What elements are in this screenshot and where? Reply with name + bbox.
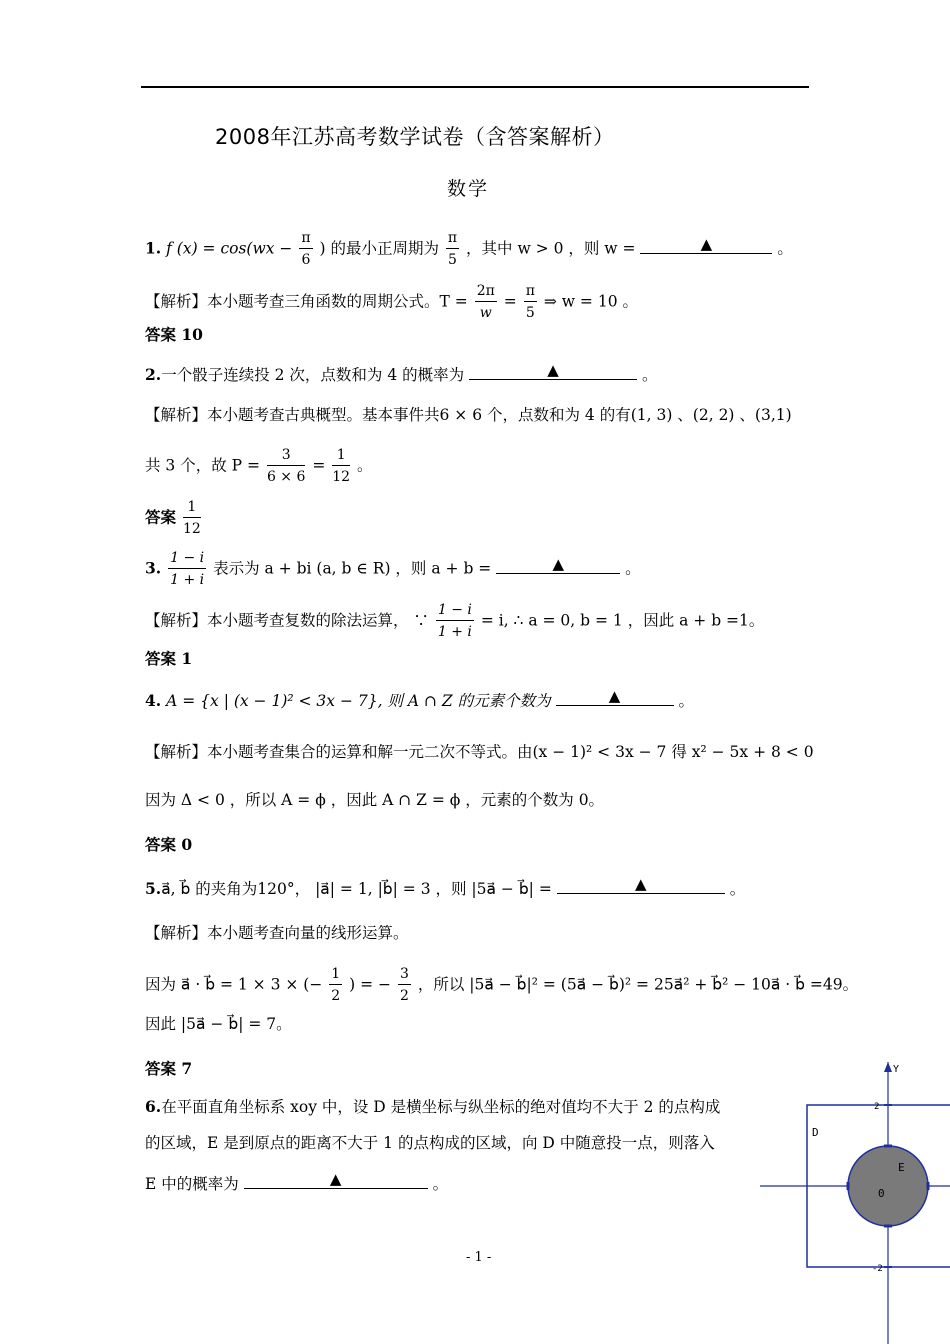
fraction: $\frac{\pi}{5}$ [525,283,535,321]
question-number: 1. [145,238,162,258]
question-number: 3. [145,558,162,578]
fraction: $\frac{3}{2}$ [399,966,409,1004]
analysis-2-cont: 共 3 个，故 P = $\frac{3}{6 \times 6}$ = $\frac{1}{12}$ 。 [145,445,373,488]
question-text: ，其中 w > 0 ，则 w = [466,239,636,258]
answer-2: 答案 $\frac{1}{12}$ [145,497,203,540]
circle-region-e [848,1146,928,1226]
question-text: 一个骰子连续投 2 次，点数和为 4 的概率为 [161,366,465,384]
page-subtitle: 数学 [447,178,490,200]
question-6-line2: 的区域，E 是到原点的距离不大于 1 的点构成的区域，向 D 中随意投一点，则落入 [145,1134,715,1152]
header-rule [141,86,809,88]
answer-4: 答案 0 [145,835,193,854]
tick-label-bottom: -2 [872,1264,883,1274]
analysis-2: 【解析】本小题考查古典概型。基本事件共6 × 6 个，点数和为 4 的有(1, 3) 、(2, 2) 、(3,1) [145,406,792,424]
question-2: 2.一个骰子连续投 2 次，点数和为 4 的概率为 ▲ 。 [145,361,658,384]
answer-blank [469,363,637,380]
question-3: 3. $\frac{1 - i}{1 + i}$ 表示为 a + bi (a, b ∈ R) ，则 a + b = ▲ 。 [145,548,641,591]
fraction: $\frac{2\pi}{w}$ [476,283,495,321]
answer-blank [557,877,725,894]
answer-blank [244,1172,428,1189]
question-6-line3: E 中的概率为 ▲ 。 [145,1170,449,1193]
analysis-5: 【解析】本小题考查向量的线形运算。 [145,924,409,942]
answer-3: 答案 1 [145,649,193,668]
question-text: 表示为 a + bi (a, b ∈ R) ，则 a + b = [213,559,492,578]
fraction: $\frac{\pi}{6}$ [301,230,311,268]
fraction: $\frac{1}{2}$ [331,966,341,1004]
question-number: 4. [145,691,162,710]
triangle-marker-icon: ▲ [329,1170,342,1188]
arrow-up-icon [884,1062,892,1072]
triangle-marker-icon: ▲ [608,687,621,705]
fraction: $\frac{3}{6 \times 6}$ [266,447,306,485]
question-number: 2. [145,365,162,384]
question-text: A = {x | (x − 1)² < 3x − 7}, 则 A ∩ Z 的元素个数为 [166,692,551,710]
analysis-1: 【解析】本小题考查三角函数的周期公式。T = $\frac{2\pi}{w}$ = $\frac{\pi}{5}$ ⇒ w = 10 。 [145,281,638,324]
fraction: $\frac{1}{12}$ [182,499,201,537]
answer-5: 答案 7 [145,1059,193,1078]
question-text: ) 的最小正周期为 [319,239,439,258]
analysis-5-result: 因此 |5a⃗ − b⃗| = 7。 [145,1015,292,1033]
region-figure [760,1060,950,1344]
question-6 [145,1097,720,1117]
question-text: a⃗, b⃗ 的夹角为120°， |a⃗| = 1, |b⃗| = 3 ，则 |5a⃗ − b⃗| = [161,880,552,898]
question-1: 1. f (x) = cos(wx − $\frac{\pi}{6}$ ) 的最小正周期为 $\frac{\pi}{5}$ ，其中 w > 0 ，则 w = ▲ 。 [145,228,793,271]
triangle-marker-icon: ▲ [634,875,647,893]
label-d: D [812,1126,819,1139]
answer-blank [640,234,772,254]
triangle-marker-icon: ▲ [700,234,713,253]
y-axis-label: Y [893,1064,900,1075]
question-number: 5. [145,879,162,898]
answer-blank [496,554,620,574]
analysis-4-cont: 因为 Δ < 0 ，所以 A = ϕ ，因此 A ∩ Z = ϕ ，元素的个数为 0。 [145,791,605,809]
triangle-marker-icon: ▲ [552,554,564,573]
question-text: 在平面直角坐标系 xoy 中，设 D 是横坐标与纵坐标的绝对值均不大于 2 的点构成 [161,1098,721,1116]
label-e: E [898,1161,905,1174]
tick-label-top: 2 [874,1102,880,1112]
fraction: $\frac{1}{12}$ [332,447,351,485]
analysis-3: 【解析】本小题考查复数的除法运算， ∵ $\frac{1 - i}{1 + i}$ = i, ∴ a = 0, b = 1 ，因此 a + b =1。 [145,600,764,643]
analysis-4: 【解析】本小题考查集合的运算和解一元二次不等式。由(x − 1)² < 3x − 7 得 x² − 5x + 8 < 0 [145,743,814,761]
analysis-5-calc: 因为 a⃗ · b⃗ = 1 × 3 × (− $\frac{1}{2}$ ) = − $\frac{3}{2}$ ，所以 |5a⃗ − b⃗|² = (5a⃗ − b⃗)² = 25a⃗² + b⃗² − 10a⃗ · b⃗ =49。 [145,964,858,1007]
formula: f (x) = cos(wx − [166,239,293,258]
answer-1: 答案 10 [145,325,203,344]
page-title: 2008年江苏高考数学试卷（含答案解析） [215,125,615,149]
fraction: $\frac{1 - i}{1 + i}$ [437,602,472,640]
triangle-marker-icon: ▲ [547,361,559,379]
question-number: 6. [145,1097,162,1116]
origin-label: 0 [878,1187,885,1200]
fraction: $\frac{1 - i}{1 + i}$ [170,550,205,588]
page-number: - 1 - [466,1250,492,1265]
answer-blank [556,689,674,706]
fraction: $\frac{\pi}{5}$ [447,230,458,268]
question-4: 4. A = {x | (x − 1)² < 3x − 7}, 则 A ∩ Z 的元素个数为 ▲ 。 [145,687,695,710]
question-5: 5.a⃗, b⃗ 的夹角为120°， |a⃗| = 1, |b⃗| = 3 ，则 |5a⃗ − b⃗| = ▲ 。 [145,875,746,898]
